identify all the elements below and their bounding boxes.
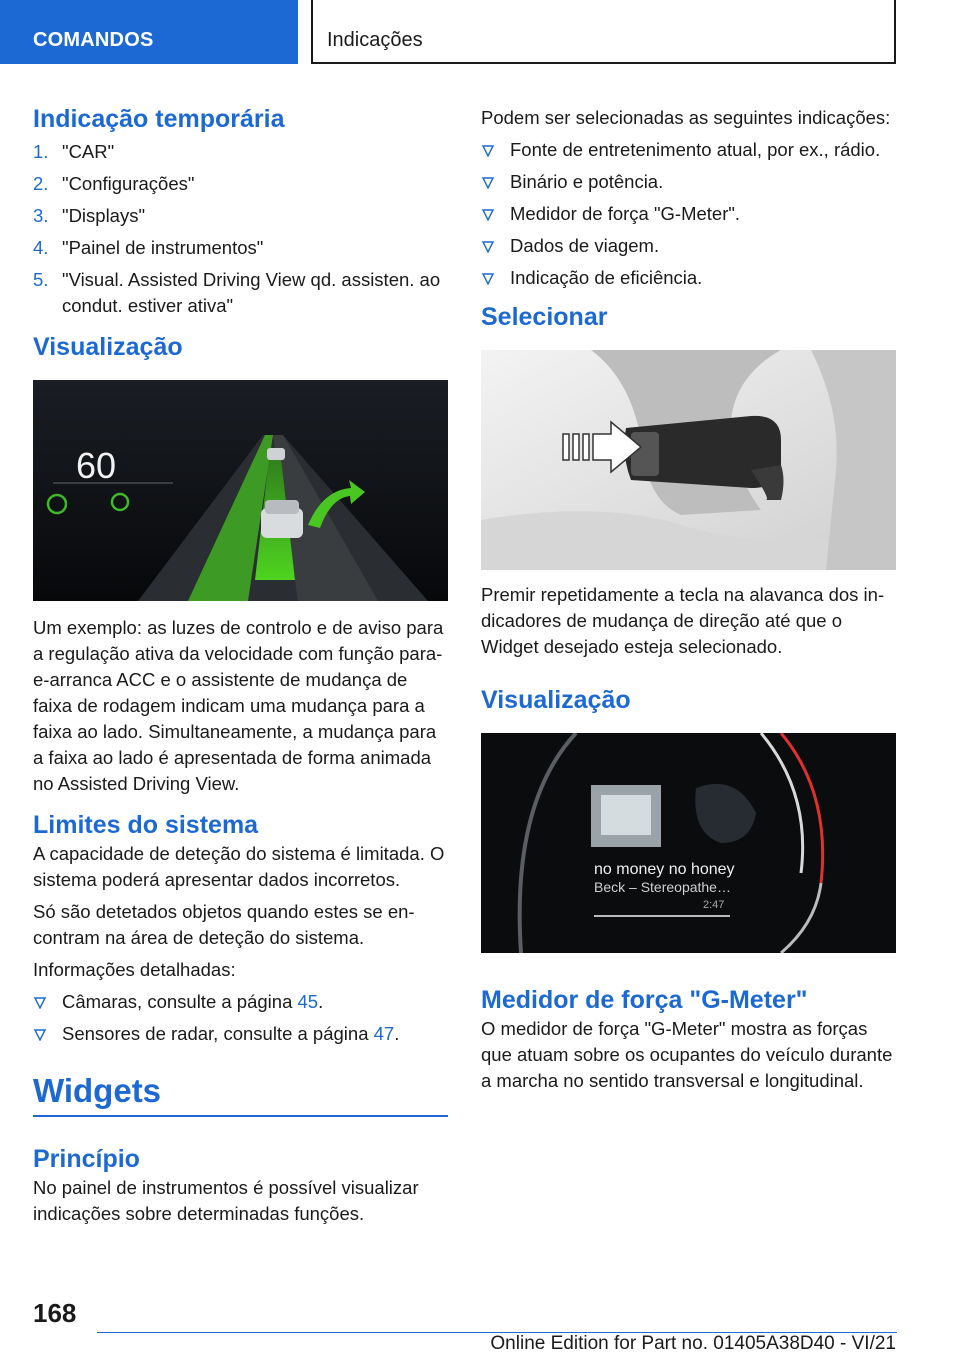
list-item: 1. "CAR"	[33, 141, 115, 162]
bullet-triangle-icon	[34, 1029, 46, 1041]
assisted-driving-view-image	[33, 380, 448, 601]
road-illustration	[33, 380, 448, 601]
page-link[interactable]: 47	[373, 1023, 395, 1044]
list-item: Câmaras, consulte a página 45.	[33, 989, 448, 1015]
limits-paragraph-3: Informações detalhadas:	[33, 959, 236, 980]
list-item: Dados de viagem.	[481, 233, 896, 259]
list-item: 2. "Configurações"	[33, 173, 195, 194]
heading-g-meter: Medidor de força "G-Meter"	[481, 986, 808, 1014]
footer-edition: Online Edition for Part no. 01405A38D40 - VI/21	[490, 1333, 896, 1354]
page-link[interactable]: 45	[297, 991, 319, 1012]
limits-paragraph-2: Só são detetados objetos quando estes se encontram na área de deteção do sistema.	[33, 901, 415, 948]
heading-visualization-2: Visualização	[481, 686, 631, 714]
bullet-triangle-icon	[34, 997, 46, 1009]
section-tab: COMANDOS	[0, 0, 298, 64]
media-widget-image	[481, 733, 896, 953]
right-column	[481, 100, 896, 1094]
g-meter-description: O medidor de força "G-Meter" mostra as forças que atuam sobre os ocupantes do veículo durante a marcha no sentido transversal e longitudinal.	[481, 1018, 893, 1091]
page-header-title: Indicações	[311, 0, 896, 64]
heading-principle: Princípio	[33, 1145, 140, 1173]
steps-list	[33, 139, 448, 319]
heading-system-limits: Limites do sistema	[33, 811, 259, 839]
bullet-triangle-icon	[482, 209, 494, 221]
progress-bar	[594, 915, 730, 917]
heading-widgets: Widgets	[33, 1072, 162, 1109]
limits-list	[33, 989, 448, 1047]
heading-visualization: Visualização	[33, 333, 183, 361]
visualization-description: Um exemplo: as luzes de controlo e de aviso para a regulação ativa da velocidade com função para-e-arranca ACC e o assistente de mudança de faixa de rodagem indicam uma mudança para a faixa ao lado. Simultaneamente, a mudança para a faixa ao lado é apresentada de forma animada no Assisted Driving View.	[33, 617, 444, 794]
heading-temporary-indication: Indicação temporária	[33, 105, 285, 133]
turn-signal-lever-image	[481, 350, 896, 570]
bullet-triangle-icon	[482, 241, 494, 253]
speed-readout: 60	[76, 445, 117, 486]
list-item: 3. "Displays"	[33, 205, 146, 226]
list-item: Medidor de força "G-Meter".	[481, 201, 896, 227]
widgets-list	[481, 137, 896, 291]
bullet-triangle-icon	[482, 273, 494, 285]
section-divider	[33, 1115, 448, 1117]
list-item: 5. "Visual. Assisted Driving View qd. assisten. ao condut. estiver ativa"	[33, 269, 441, 316]
list-item: Binário e potência.	[481, 169, 896, 195]
media-widget-illustration	[481, 733, 896, 953]
lever-illustration	[481, 350, 896, 570]
list-item: Fonte de entretenimento atual, por ex., rádio.	[481, 137, 896, 163]
select-description: Premir repetidamente a tecla na alavanca dos indicadores de mudança de direção até que o Widget desejado esteja selecionado.	[481, 584, 885, 657]
bullet-triangle-icon	[482, 145, 494, 157]
artist-name: Beck – Stereopathe…	[594, 879, 731, 895]
list-item: Indicação de eficiência.	[481, 265, 896, 291]
widgets-intro: Podem ser selecionadas as seguintes indicações:	[481, 107, 891, 128]
left-column	[33, 100, 448, 1227]
principle-text: No painel de instrumentos é possível visualizar indicações sobre determinadas funções.	[33, 1177, 419, 1224]
list-item: 4. "Painel de instrumentos"	[33, 237, 264, 258]
limits-paragraph-1: A capacidade de deteção do sistema é limitada. O sistema poderá apresentar dados incorretos.	[33, 843, 445, 890]
bullet-triangle-icon	[482, 177, 494, 189]
heading-select: Selecionar	[481, 303, 608, 331]
page-number: 168	[33, 1298, 77, 1328]
song-title: no money no honey	[594, 861, 735, 878]
list-item: Sensores de radar, consulte a página 47.	[33, 1021, 448, 1047]
track-time: 2:47	[703, 899, 725, 911]
